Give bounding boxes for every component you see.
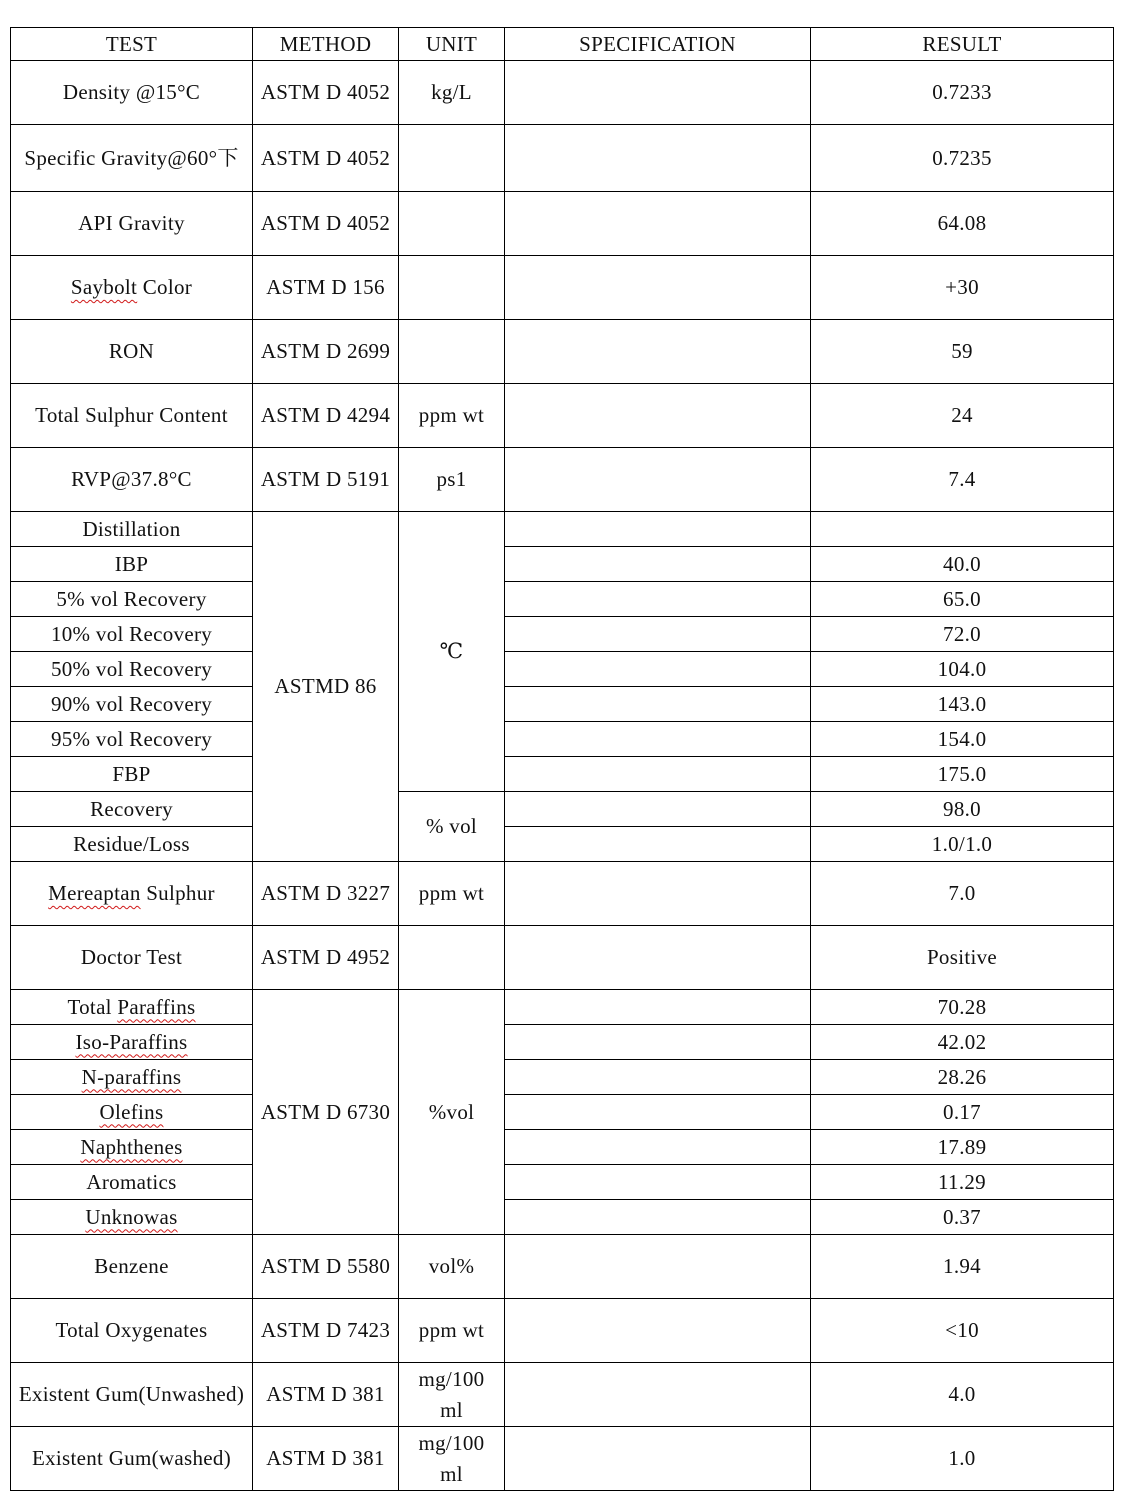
test-name-text: Aromatics (86, 1169, 177, 1194)
specification (505, 827, 811, 862)
result: 175.0 (811, 757, 1114, 792)
unit: mg/100 ml (399, 1363, 505, 1427)
specification (505, 1363, 811, 1427)
row-hydrocarbon-item (11, 1130, 1114, 1165)
method: ASTM D 5191 (253, 448, 399, 512)
row-distillation-item (11, 582, 1114, 617)
result: <10 (811, 1299, 1114, 1363)
row-distillation-item (11, 652, 1114, 687)
spellcheck-word: Iso-Paraffins (75, 1029, 188, 1054)
test-name: Recovery (11, 792, 253, 827)
row-distillation-item (11, 617, 1114, 652)
test-name (11, 862, 253, 926)
header-unit: UNIT (399, 28, 505, 61)
row-distillation-item (11, 687, 1114, 722)
row-hydrocarbon-item (11, 1060, 1114, 1095)
result: 11.29 (811, 1165, 1114, 1200)
specification (505, 617, 811, 652)
specification (505, 792, 811, 827)
method: ASTM D 2699 (253, 320, 399, 384)
row-density (11, 61, 1114, 125)
method: ASTM D 5580 (253, 1235, 399, 1299)
row-total-oxygenates (11, 1299, 1114, 1363)
test-name (11, 1095, 253, 1130)
test-name: 95% vol Recovery (11, 722, 253, 757)
specification (505, 1060, 811, 1095)
specification (505, 1165, 811, 1200)
unit (399, 926, 505, 990)
row-api-gravity (11, 192, 1114, 256)
method: ASTM D 7423 (253, 1299, 399, 1363)
row-saybolt-color (11, 256, 1114, 320)
row-hydrocarbon-item (11, 1025, 1114, 1060)
specification (505, 1427, 811, 1491)
result: 0.17 (811, 1095, 1114, 1130)
specification (505, 512, 811, 547)
result: 28.26 (811, 1060, 1114, 1095)
method: ASTM D 4294 (253, 384, 399, 448)
result: 98.0 (811, 792, 1114, 827)
specification (505, 192, 811, 256)
test-name: RVP@37.8°C (11, 448, 253, 512)
result: 59 (811, 320, 1114, 384)
unit (399, 192, 505, 256)
test-name: 90% vol Recovery (11, 687, 253, 722)
row-existent-gum-unwashed (11, 1363, 1114, 1427)
test-name: Total Oxygenates (11, 1299, 253, 1363)
test-name: Benzene (11, 1235, 253, 1299)
specification (505, 582, 811, 617)
test-name: Doctor Test (11, 926, 253, 990)
specification (505, 1130, 811, 1165)
result: 40.0 (811, 547, 1114, 582)
test-results-table (10, 27, 1114, 1491)
result: 17.89 (811, 1130, 1114, 1165)
row-hydrocarbon-item (11, 990, 1114, 1025)
specification (505, 722, 811, 757)
result: 1.0/1.0 (811, 827, 1114, 862)
unit: kg/L (399, 61, 505, 125)
specification (505, 384, 811, 448)
row-distillation-item (11, 792, 1114, 827)
unit: ppm wt (399, 1299, 505, 1363)
test-name: Existent Gum(Unwashed) (11, 1363, 253, 1427)
test-name: RON (11, 320, 253, 384)
row-distillation-item (11, 757, 1114, 792)
specification (505, 1235, 811, 1299)
specification (505, 256, 811, 320)
result: 70.28 (811, 990, 1114, 1025)
method: ASTMD 86 (253, 512, 399, 862)
specification (505, 61, 811, 125)
method: ASTM D 4052 (253, 61, 399, 125)
method: ASTM D 4952 (253, 926, 399, 990)
row-doctor-test (11, 926, 1114, 990)
unit: vol% (399, 1235, 505, 1299)
specification (505, 926, 811, 990)
spellcheck-word: Naphthenes (80, 1134, 183, 1159)
row-distillation-item (11, 827, 1114, 862)
result: +30 (811, 256, 1114, 320)
result: 143.0 (811, 687, 1114, 722)
test-name: Density @15°C (11, 61, 253, 125)
row-hydrocarbon-item (11, 1095, 1114, 1130)
unit: ps1 (399, 448, 505, 512)
spellcheck-word: Mereaptan (48, 881, 141, 905)
method: ASTM D 6730 (253, 990, 399, 1235)
spellcheck-word: Saybolt (70, 275, 138, 299)
test-name (11, 1060, 253, 1095)
specification (505, 990, 811, 1025)
header-method: METHOD (253, 28, 399, 61)
row-specific-gravity (11, 125, 1114, 192)
row-distillation-item (11, 547, 1114, 582)
unit: ppm wt (399, 384, 505, 448)
specification (505, 547, 811, 582)
header-row (11, 28, 1114, 61)
test-name: 5% vol Recovery (11, 582, 253, 617)
result: 0.7233 (811, 61, 1114, 125)
test-name (11, 256, 253, 320)
row-distillation-item (11, 722, 1114, 757)
specification (505, 1200, 811, 1235)
result: 1.94 (811, 1235, 1114, 1299)
specification (505, 125, 811, 192)
test-name: 10% vol Recovery (11, 617, 253, 652)
test-name-rest: Color (137, 275, 193, 299)
result: 7.4 (811, 448, 1114, 512)
specification (505, 448, 811, 512)
specification (505, 757, 811, 792)
test-name (11, 1165, 253, 1200)
unit: % vol (399, 792, 505, 862)
unit: ppm wt (399, 862, 505, 926)
unit: mg/100 ml (399, 1427, 505, 1491)
unit: ℃ (399, 512, 505, 792)
method: ASTM D 4052 (253, 125, 399, 192)
test-name (11, 1130, 253, 1165)
result: 4.0 (811, 1363, 1114, 1427)
test-name: Specific Gravity@60°下 (11, 125, 253, 192)
method: ASTM D 156 (253, 256, 399, 320)
test-name (11, 1025, 253, 1060)
result: 0.37 (811, 1200, 1114, 1235)
spellcheck-word: N-paraffins (81, 1064, 182, 1089)
test-name: IBP (11, 547, 253, 582)
header-test: TEST (11, 28, 253, 61)
unit: %vol (399, 990, 505, 1235)
header-specification: SPECIFICATION (505, 28, 811, 61)
row-existent-gum-washed (11, 1427, 1114, 1491)
result: 64.08 (811, 192, 1114, 256)
result: 7.0 (811, 862, 1114, 926)
result: 65.0 (811, 582, 1114, 617)
test-name: Distillation (11, 512, 253, 547)
method: ASTM D 4052 (253, 192, 399, 256)
test-name: Residue/Loss (11, 827, 253, 862)
method: ASTM D 3227 (253, 862, 399, 926)
spellcheck-word: Unknowas (85, 1204, 178, 1229)
test-name-rest: Sulphur (140, 881, 215, 905)
row-benzene (11, 1235, 1114, 1299)
row-rvp (11, 448, 1114, 512)
result: 42.02 (811, 1025, 1114, 1060)
test-name: 50% vol Recovery (11, 652, 253, 687)
test-name-prefix: Total (67, 994, 118, 1019)
row-mercaptan-sulphur (11, 862, 1114, 926)
result: 1.0 (811, 1427, 1114, 1491)
row-distillation-header (11, 512, 1114, 547)
specification (505, 687, 811, 722)
method: ASTM D 381 (253, 1363, 399, 1427)
row-ron (11, 320, 1114, 384)
test-name: API Gravity (11, 192, 253, 256)
test-name: Existent Gum(washed) (11, 1427, 253, 1491)
unit (399, 256, 505, 320)
test-name: Total Sulphur Content (11, 384, 253, 448)
result: 72.0 (811, 617, 1114, 652)
specification (505, 862, 811, 926)
result (811, 512, 1114, 547)
test-name: FBP (11, 757, 253, 792)
result: 104.0 (811, 652, 1114, 687)
result: 24 (811, 384, 1114, 448)
row-hydrocarbon-item (11, 1200, 1114, 1235)
spellcheck-word: Olefins (99, 1099, 164, 1124)
specification (505, 1299, 811, 1363)
result: 154.0 (811, 722, 1114, 757)
specification (505, 1095, 811, 1130)
specification (505, 652, 811, 687)
header-result: RESULT (811, 28, 1114, 61)
row-total-sulphur (11, 384, 1114, 448)
result: Positive (811, 926, 1114, 990)
test-name (11, 1200, 253, 1235)
result: 0.7235 (811, 125, 1114, 192)
row-hydrocarbon-item (11, 1165, 1114, 1200)
test-name (11, 990, 253, 1025)
method: ASTM D 381 (253, 1427, 399, 1491)
specification (505, 320, 811, 384)
unit (399, 320, 505, 384)
specification (505, 1025, 811, 1060)
spellcheck-word: Paraffins (117, 994, 196, 1019)
unit (399, 125, 505, 192)
